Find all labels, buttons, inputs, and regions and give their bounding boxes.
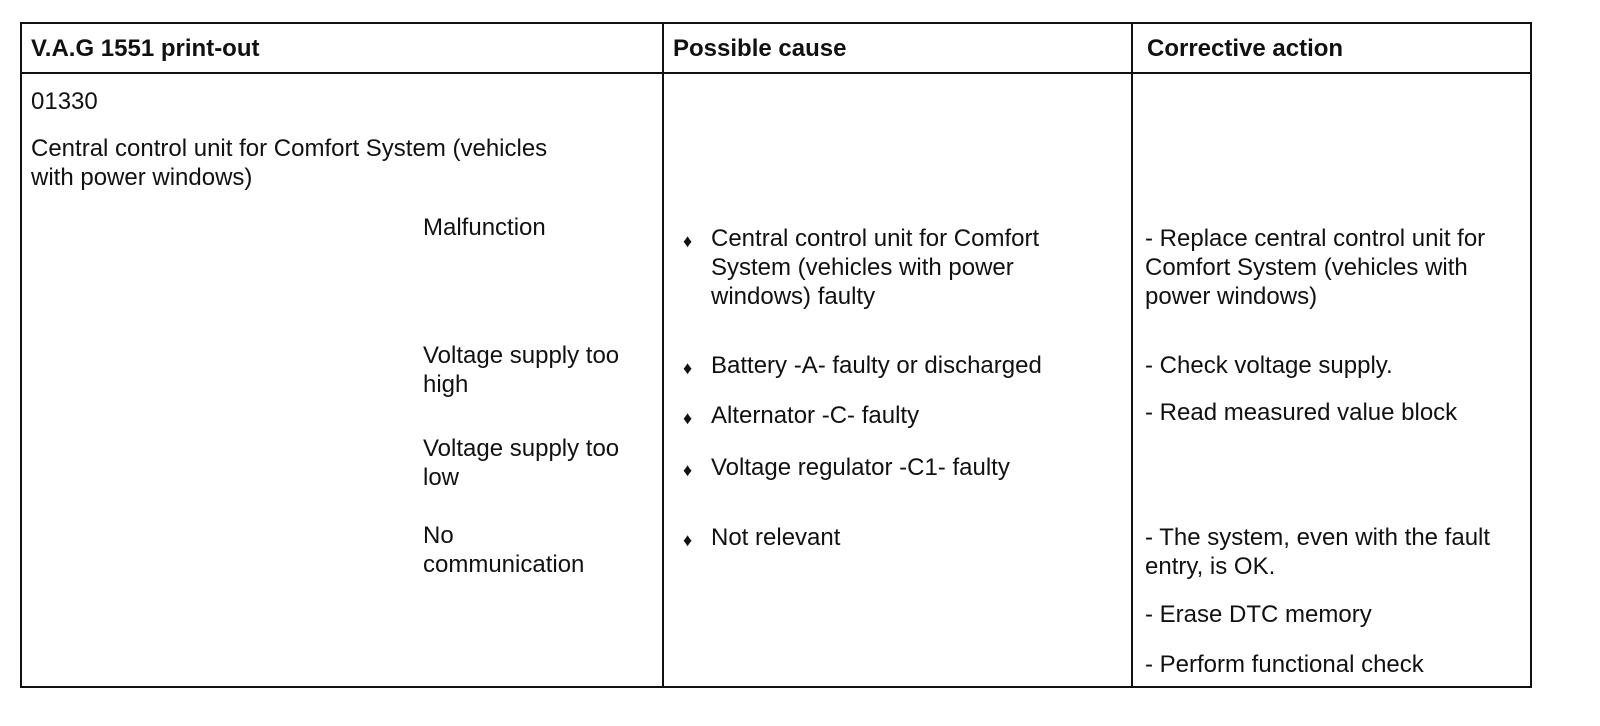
cause-2: Battery -A- faulty or discharged xyxy=(711,352,1042,379)
column-divider-2 xyxy=(1131,22,1133,688)
fault-code: 01330 xyxy=(31,88,98,115)
cause-1-line-2: System (vehicles with power xyxy=(711,254,1014,281)
header-printout: V.A.G 1551 print-out xyxy=(31,35,260,62)
column-divider-1 xyxy=(662,22,664,688)
action-2: - Check voltage supply. xyxy=(1145,352,1393,379)
condition-voltage-low-line-1: Voltage supply too xyxy=(423,435,620,462)
header-corrective-action: Corrective action xyxy=(1147,35,1344,62)
action-1-line-3: power windows) xyxy=(1145,283,1318,310)
cause-4: Voltage regulator -C1- faulty xyxy=(711,454,1010,481)
action-1-line-1: - Replace central control unit for xyxy=(1145,225,1486,252)
condition-voltage-low-line-2: low xyxy=(423,464,460,491)
bullet-diamond-icon: ♦ xyxy=(683,231,693,251)
component-line-2: with power windows) xyxy=(31,164,253,191)
bullet-diamond-icon: ♦ xyxy=(683,530,693,550)
cause-1-line-1: Central control unit for Comfort xyxy=(711,225,1040,252)
condition-voltage-high-line-2: high xyxy=(423,371,469,398)
action-1-line-2: Comfort System (vehicles with xyxy=(1145,254,1468,281)
cause-5: Not relevant xyxy=(711,524,841,551)
condition-malfunction: Malfunction xyxy=(423,214,546,241)
bullet-diamond-icon: ♦ xyxy=(683,358,693,378)
action-4-line-2: entry, is OK. xyxy=(1145,553,1276,580)
condition-voltage-high-line-1: Voltage supply too xyxy=(423,342,620,369)
action-5: - Erase DTC memory xyxy=(1145,601,1372,628)
cause-1-line-3: windows) faulty xyxy=(711,283,876,310)
action-4-line-1: - The system, even with the fault xyxy=(1145,524,1491,551)
condition-no-communication-line-2: communication xyxy=(423,551,585,578)
bullet-diamond-icon: ♦ xyxy=(683,408,693,428)
header-divider xyxy=(20,72,1532,74)
bullet-diamond-icon: ♦ xyxy=(683,460,693,480)
condition-no-communication-line-1: No xyxy=(423,522,454,549)
cause-3: Alternator -C- faulty xyxy=(711,402,920,429)
action-6: - Perform functional check xyxy=(1145,651,1424,678)
action-3: - Read measured value block xyxy=(1145,399,1458,426)
component-line-1: Central control unit for Comfort System (vehicles xyxy=(31,135,548,162)
header-possible-cause: Possible cause xyxy=(673,35,847,62)
